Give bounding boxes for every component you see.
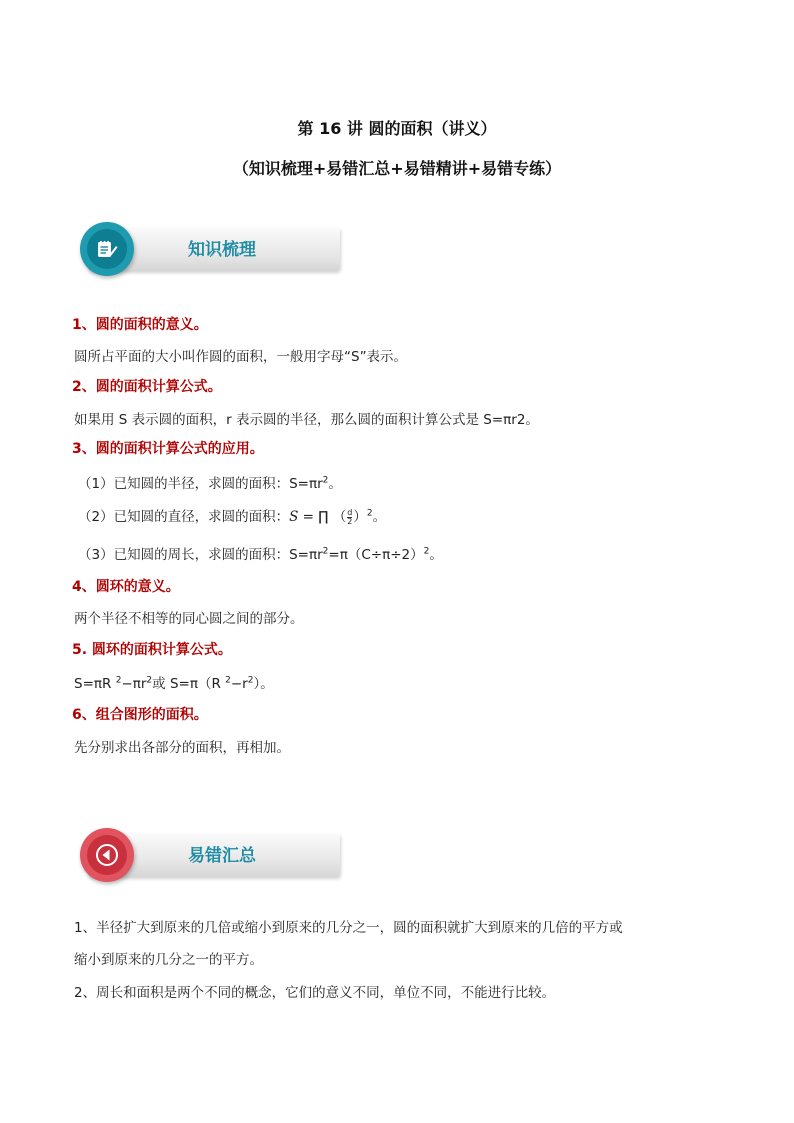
formula-diameter: （2）已知圆的直径，求圆的面积：S = ∏ （ $\frac{d}{2}$ ）$^2$。 bbox=[78, 507, 387, 526]
text-2: 如果用 S 表示圆的面积，r 表示圆的半径，那么圆的面积计算公式是 S=πr2。 bbox=[74, 412, 539, 428]
heading-3: 3、圆的面积计算公式的应用。 bbox=[72, 441, 264, 457]
formula-radius: （1）已知圆的半径，求圆的面积：$S=\pi r^2$。 bbox=[78, 475, 342, 492]
section-banner-errors bbox=[80, 830, 342, 880]
formula-circumference: （3）已知圆的周长，求圆的面积：$S=\pi r^2=\pi(C\div\pi\div 2)^2$。 bbox=[78, 546, 443, 563]
page-subtitle: （知识梳理+易错汇总+易错精讲+易错专练） bbox=[232, 159, 562, 178]
error-line-2: 缩小到原来的几分之一的平方。 bbox=[74, 952, 263, 968]
heading-1: 1、圆的面积的意义。 bbox=[72, 317, 208, 333]
heading-2: 2、圆的面积计算公式。 bbox=[72, 379, 222, 395]
heading-4: 4、圆环的意义。 bbox=[72, 579, 180, 595]
section-banner-knowledge bbox=[80, 224, 342, 274]
text-6: 先分别求出各部分的面积，再相加。 bbox=[74, 740, 290, 756]
heading-6: 6、组合图形的面积。 bbox=[72, 707, 208, 723]
notepad-pen-icon bbox=[80, 222, 134, 276]
text-4: 两个半径不相等的同心圆之间的部分。 bbox=[74, 611, 304, 627]
formula-ring: S=πR $^2-\pi r^2$或 S=π（R $^2-r^2$）。 bbox=[74, 675, 274, 692]
error-line-1: 1、半径扩大到原来的几倍或缩小到原来的几分之一，圆的面积就扩大到原来的几倍的平方或 bbox=[74, 920, 623, 936]
heading-5: 5. 圆环的面积计算公式。 bbox=[72, 642, 232, 658]
error-line-3: 2、周长和面积是两个不同的概念，它们的意义不同，单位不同，不能进行比较。 bbox=[74, 985, 556, 1001]
text-1: 圆所占平面的大小叫作圆的面积，一般用字母“S”表示。 bbox=[74, 349, 408, 365]
section-banner-label: 易错汇总 bbox=[188, 846, 256, 866]
page-title: 第 16 讲 圆的面积（讲义） bbox=[297, 119, 497, 138]
back-arrow-icon bbox=[80, 828, 134, 882]
section-banner-label: 知识梳理 bbox=[188, 240, 256, 260]
